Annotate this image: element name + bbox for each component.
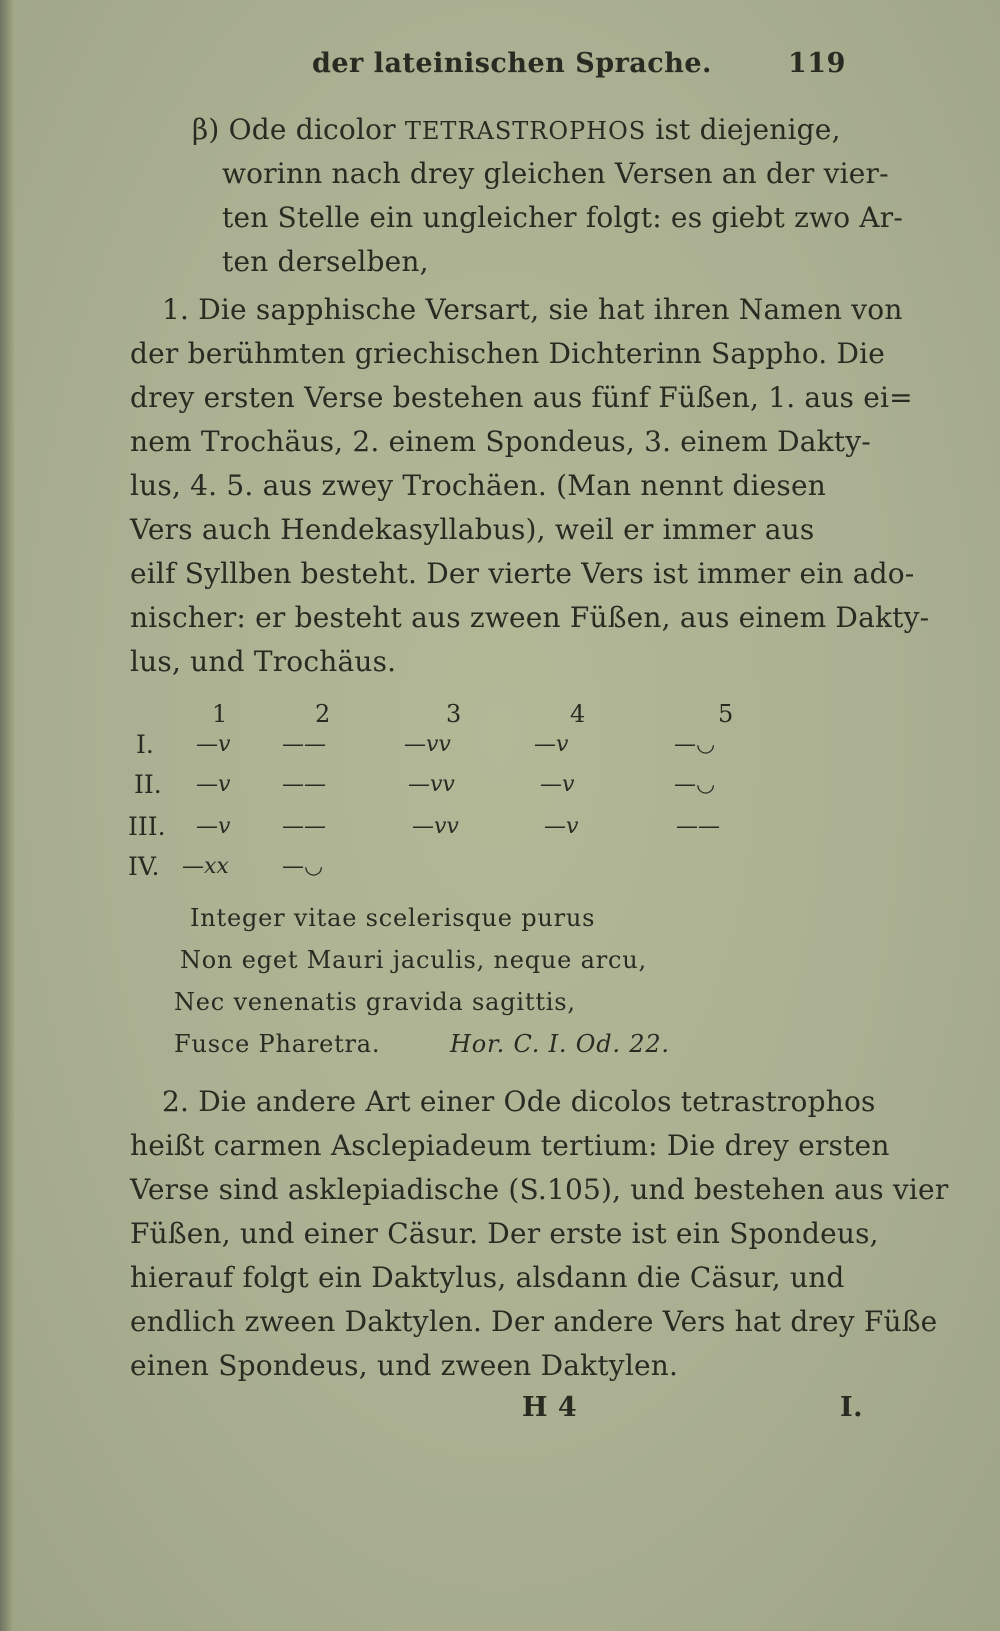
poem-line-3: Nec venenatis gravida sagittis,: [174, 988, 576, 1016]
page-gutter: [0, 0, 14, 1631]
item2-line-7: einen Spondeus, und zween Daktylen.: [130, 1349, 679, 1382]
running-title: der lateinischen Sprache.: [312, 48, 712, 79]
foot-2-3: —vv: [408, 772, 455, 797]
item2-line-3: Verse sind asklepiadische (S.105), und bestehen aus vier: [130, 1173, 949, 1206]
foot-1-3: —vv: [404, 732, 451, 757]
foot-3-1: —v: [196, 814, 231, 839]
foot-2-2: ——: [282, 772, 326, 797]
column-number-4: 4: [570, 700, 586, 728]
row-label-1: I.: [136, 730, 154, 759]
row-label-3: III.: [128, 812, 166, 841]
item2-line-5: hierauf folgt ein Daktylus, alsdann die Cäsur, und: [130, 1261, 845, 1294]
item2-line-2: heißt carmen Asclepiadeum tertium: Die drey ersten: [130, 1129, 890, 1162]
poem-line-1: Integer vitae scelerisque purus: [190, 904, 596, 932]
item1-line-1: 1. Die sapphische Versart, sie hat ihren Namen von: [162, 293, 903, 326]
item1-line-2: der berühmten griechischen Dichterinn Sappho. Die: [130, 337, 886, 370]
foot-2-4: —v: [540, 772, 575, 797]
item1-line-9: lus, und Trochäus.: [130, 645, 397, 678]
catchword: I.: [840, 1392, 864, 1423]
page-number: 119: [788, 48, 846, 79]
foot-4-1: —xx: [182, 854, 229, 879]
foot-1-2: ——: [282, 732, 326, 757]
column-number-5: 5: [718, 700, 734, 728]
foot-2-5: —◡: [674, 772, 716, 797]
foot-1-4: —v: [534, 732, 569, 757]
foot-4-2: —◡: [282, 854, 324, 879]
beta-line-4: ten derselben,: [222, 245, 429, 278]
item1-line-5: lus, 4. 5. aus zwey Trochäen. (Man nennt diesen: [130, 469, 826, 502]
column-number-3: 3: [446, 700, 462, 728]
signature-mark: H 4: [522, 1392, 578, 1423]
poem-citation: Hor. C. I. Od. 22.: [450, 1030, 670, 1058]
column-number-1: 1: [212, 700, 228, 728]
foot-3-5: ——: [676, 814, 720, 839]
beta-line-3: ten Stelle ein ungleicher folgt: es giebt zwo Ar-: [222, 201, 904, 234]
row-label-2: II.: [134, 770, 162, 799]
item1-line-8: nischer: er besteht aus zween Füßen, aus einem Dakty-: [130, 601, 930, 634]
item2-line-6: endlich zween Daktylen. Der andere Vers hat drey Füße: [130, 1305, 938, 1338]
foot-2-1: —v: [196, 772, 231, 797]
beta-line-2: worinn nach drey gleichen Versen an der vier-: [222, 157, 889, 190]
item1-line-6: Vers auch Hendekasyllabus), weil er immer aus: [130, 513, 815, 546]
foot-1-1: —v: [196, 732, 231, 757]
foot-1-5: —◡: [674, 732, 716, 757]
foot-3-4: —v: [544, 814, 579, 839]
poem-line-2: Non eget Mauri jaculis, neque arcu,: [180, 946, 647, 974]
foot-3-3: —vv: [412, 814, 459, 839]
foot-3-2: ——: [282, 814, 326, 839]
item2-line-4: Füßen, und einer Cäsur. Der erste ist ein Spondeus,: [130, 1217, 879, 1250]
poem-line-4: Fusce Pharetra.: [174, 1030, 381, 1058]
item1-line-7: eilf Syllben besteht. Der vierte Vers ist immer ein ado-: [130, 557, 915, 590]
beta-line-1: β) Ode dicolor TETRASTROPHOS ist diejenige,: [192, 113, 841, 146]
column-number-2: 2: [315, 700, 331, 728]
item2-line-1: 2. Die andere Art einer Ode dicolos tetrastrophos: [162, 1085, 876, 1118]
item1-line-4: nem Trochäus, 2. einem Spondeus, 3. einem Dakty-: [130, 425, 871, 458]
row-label-4: IV.: [128, 852, 160, 881]
item1-line-3: drey ersten Verse bestehen aus fünf Füßen, 1. aus ei=: [130, 381, 913, 414]
